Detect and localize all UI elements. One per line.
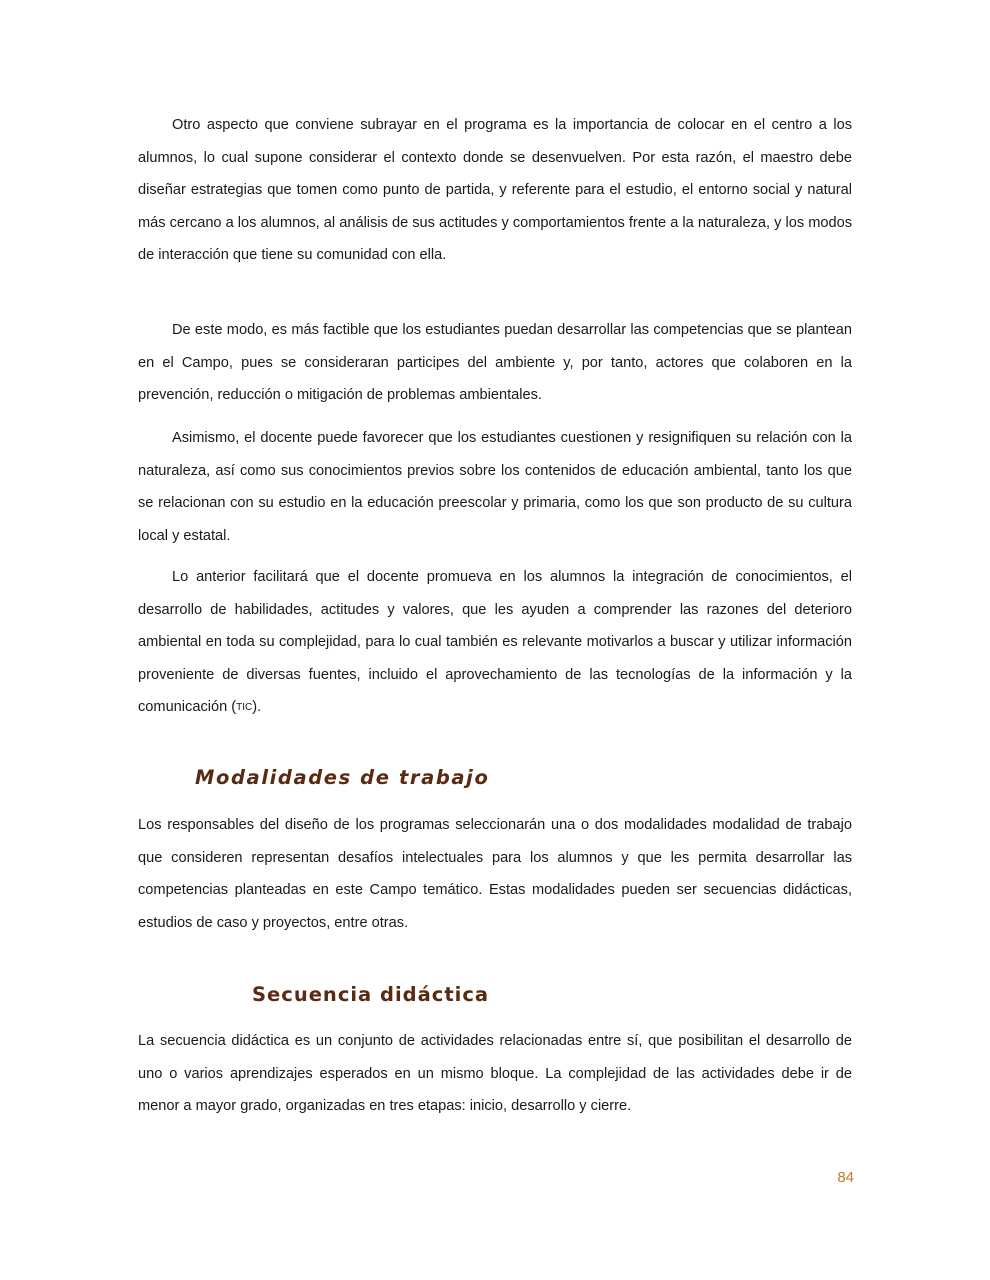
paragraph-competencias: De este modo, es más factible que los estudiantes puedan desarrollar las competencias que se plantean en el Campo, pues se consideraran participes del ambiente y, por tanto, actores que colaboren en la prevención, reducción o mitigación de problemas ambientales. [138, 322, 852, 404]
heading-modalidades: Modalidades de trabajo [195, 766, 490, 789]
paragraph-integracion-end: ). [252, 699, 262, 716]
paragraph-modalidades: Los responsables del diseño de los programas seleccionarán una o dos modalidades modalidad de trabajo que consideren representan desafíos intelectuales para los alumnos y que les permita desarrollar las competencias planteadas en este Campo temático. Estas modalidades pueden ser secuencias didácticas, estudios de caso y proyectos, entre otras. [138, 817, 852, 931]
paragraph-context: Otro aspecto que conviene subrayar en el programa es la importancia de colocar en el centro a los alumnos, lo cual supone considerar el contexto donde se desenvuelven. Por esta razón, el maestro debe diseñar estrategias que tomen como punto de partida, y referente para el estudio, el entorno social y natural más cercano a los alumnos, al análisis de sus actitudes y comportamientos frente a la naturaleza, y los modos de interacción que tiene su comunidad con ella. [138, 117, 852, 264]
paragraph-integracion [138, 561, 852, 725]
paragraph-integracion-text: Lo anterior facilitará que el docente promueva en los alumnos la integración de conocimientos, el desarrollo de habilidades, actitudes y valores, que les ayuden a comprender las razones del deterioro ambiental en toda su complejidad, para lo cual también es relevante motivarlos a buscar y utilizar información proveniente de diversas fuentes, incluido el aprovechamiento de las tecnologías de la información y la comunicación ( [138, 569, 852, 716]
paragraph-asimismo: Asimismo, el docente puede favorecer que los estudiantes cuestionen y resignifiquen su relación con la naturaleza, así como sus conocimientos previos sobre los contenidos de educación ambiental, tanto los que se relacionan con su estudio en la educación preescolar y primaria, como los que son producto de su cultura local y estatal. [138, 430, 852, 544]
tic-abbreviation: TIC [236, 702, 253, 714]
paragraph-secuencia: La secuencia didáctica es un conjunto de actividades relacionadas entre sí, que posibilitan el desarrollo de uno o varios aprendizajes esperados en un mismo bloque. La complejidad de las actividades debe ir de menor a mayor grado, organizadas en tres etapas: inicio, desarrollo y cierre. [138, 1033, 852, 1115]
heading-secuencia: Secuencia didáctica [252, 983, 490, 1006]
page-number: 84 [837, 1169, 854, 1186]
